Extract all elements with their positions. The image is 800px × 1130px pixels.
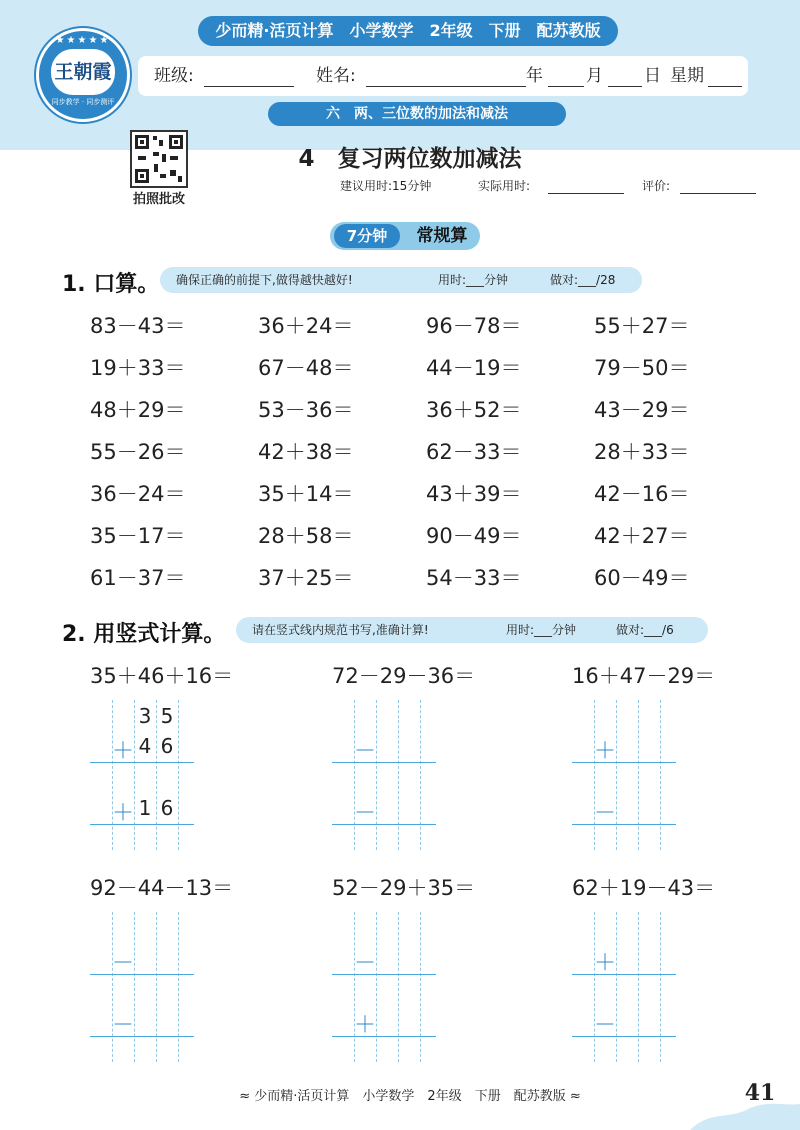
sum-line: [332, 974, 436, 975]
oral-problem[interactable]: 90－49＝: [426, 524, 522, 548]
operator-sign: ＋: [112, 801, 135, 826]
brand-logo: [36, 28, 130, 122]
operator-sign: －: [354, 951, 377, 976]
digit: 5: [160, 704, 174, 728]
operator-sign: ＋: [594, 739, 617, 764]
oral-problem[interactable]: 79－50＝: [594, 356, 690, 380]
column-guide: [616, 700, 617, 850]
actual-time-label: 实际用时:: [478, 179, 531, 193]
operator-sign: －: [354, 739, 377, 764]
q1-time[interactable]: 用时:___分钟: [438, 273, 509, 287]
sum-line: [90, 974, 194, 975]
oral-problem[interactable]: 55－26＝: [90, 440, 186, 464]
rating-label: 评价:: [642, 179, 671, 193]
column-guide: [178, 912, 179, 1062]
q2-time[interactable]: 用时:___分钟: [506, 623, 577, 637]
column-guide: [376, 912, 377, 1062]
year-field[interactable]: [478, 86, 522, 87]
oral-problem[interactable]: 44－19＝: [426, 356, 522, 380]
q2-correct[interactable]: 做对:___/6: [616, 623, 674, 637]
column-guide: [112, 912, 113, 1062]
oral-problem[interactable]: 61－37＝: [90, 566, 186, 590]
sum-line: [572, 1036, 676, 1037]
oral-problem[interactable]: 96－78＝: [426, 314, 522, 338]
sum-line: [572, 974, 676, 975]
digit: 1: [138, 796, 152, 820]
column-guide: [638, 912, 639, 1062]
column-guide: [376, 700, 377, 850]
operator-sign: －: [594, 801, 617, 826]
q1-correct[interactable]: 做对:___/28: [550, 273, 616, 287]
oral-problem[interactable]: 43＋39＝: [426, 482, 522, 506]
day-label: 日: [644, 66, 661, 86]
unit-banner: 六 两、三位数的加法和减法: [268, 102, 566, 126]
section-label: 常规算: [416, 226, 468, 246]
year-label: 年: [526, 66, 543, 86]
page-number: 41: [744, 1080, 776, 1106]
month-label: 月: [586, 66, 603, 86]
q2-note: [236, 617, 708, 643]
logo-subtext: 同步教学 · 同步测评: [51, 98, 115, 106]
column-guide: [594, 700, 595, 850]
class-label: 班级:: [154, 66, 194, 86]
student-info-box: [138, 56, 748, 96]
digit: 6: [160, 734, 174, 758]
weekday-label: 星期: [670, 66, 704, 86]
operator-sign: ＋: [594, 951, 617, 976]
vertical-problem-expression: 52－29＋35＝: [332, 876, 476, 900]
sum-line: [332, 1036, 436, 1037]
oral-problem[interactable]: 48＋29＝: [90, 398, 186, 422]
vertical-calc-frame[interactable]: [572, 912, 682, 1062]
column-guide: [178, 700, 179, 850]
digit: 4: [138, 734, 152, 758]
day-field[interactable]: [608, 86, 642, 87]
digit: 3: [138, 704, 152, 728]
q2-title: 2. 用竖式计算。: [62, 622, 226, 647]
vertical-calc-frame[interactable]: [90, 912, 200, 1062]
oral-problem[interactable]: 62－33＝: [426, 440, 522, 464]
q1-title: 1. 口算。: [62, 272, 160, 297]
operator-sign: －: [354, 801, 377, 826]
sum-line: [332, 762, 436, 763]
column-guide: [638, 700, 639, 850]
oral-problem[interactable]: 36＋24＝: [258, 314, 354, 338]
oral-problem[interactable]: 42－16＝: [594, 482, 690, 506]
series-banner: 少而精·活页计算 小学数学 2年级 下册 配苏教版: [198, 16, 618, 46]
oral-problem[interactable]: 42＋27＝: [594, 524, 690, 548]
oral-problem[interactable]: 35－17＝: [90, 524, 186, 548]
oral-problem[interactable]: 43－29＝: [594, 398, 690, 422]
column-guide: [420, 700, 421, 850]
operator-sign: ＋: [112, 739, 135, 764]
page-title: 4 复习两位数加减法: [298, 146, 522, 172]
oral-problem[interactable]: 55＋27＝: [594, 314, 690, 338]
section-badge: 7分钟: [334, 224, 400, 248]
column-guide: [616, 912, 617, 1062]
oral-problem[interactable]: 83－43＝: [90, 314, 186, 338]
sum-line: [90, 824, 194, 825]
vertical-calc-frame[interactable]: [90, 700, 200, 850]
actual-time-field[interactable]: [548, 193, 624, 194]
vertical-calc-frame[interactable]: [332, 700, 442, 850]
name-label: 姓名:: [316, 66, 356, 86]
rating-field[interactable]: [680, 193, 756, 194]
column-guide: [112, 700, 113, 850]
vertical-problem-expression: 62＋19－43＝: [572, 876, 716, 900]
column-guide: [660, 912, 661, 1062]
q1-note-text: 确保正确的前提下,做得越快越好!: [176, 273, 353, 287]
star-icon: ★★★★★: [55, 35, 111, 46]
column-guide: [420, 912, 421, 1062]
column-guide: [354, 912, 355, 1062]
sum-line: [332, 824, 436, 825]
q1-note: [160, 267, 642, 293]
vertical-problem-expression: 72－29－36＝: [332, 664, 476, 688]
vertical-calc-frame[interactable]: [332, 912, 442, 1062]
qr-label: 拍照批改: [132, 192, 185, 207]
vertical-problem-expression: 16＋47－29＝: [572, 664, 716, 688]
operator-sign: －: [112, 1013, 135, 1038]
oral-problem[interactable]: 36＋52＝: [426, 398, 522, 422]
q2-note-text: 请在竖式线内规范书写,准确计算!: [252, 623, 429, 637]
suggested-time: 建议用时:15分钟: [340, 179, 432, 193]
sum-line: [572, 762, 676, 763]
column-guide: [398, 700, 399, 850]
oral-problem[interactable]: 28＋58＝: [258, 524, 354, 548]
class-field[interactable]: [204, 86, 294, 87]
operator-sign: －: [112, 951, 135, 976]
sum-line: [90, 1036, 194, 1037]
month-field[interactable]: [548, 86, 584, 87]
vertical-problem-expression: 35＋46＋16＝: [90, 664, 234, 688]
vertical-problem-expression: 92－44－13＝: [90, 876, 234, 900]
oral-problem[interactable]: 36－24＝: [90, 482, 186, 506]
digit: 6: [160, 796, 174, 820]
column-guide: [134, 912, 135, 1062]
oral-problem[interactable]: 67－48＝: [258, 356, 354, 380]
oral-problem[interactable]: 28＋33＝: [594, 440, 690, 464]
operator-sign: ＋: [354, 1013, 377, 1038]
column-guide: [354, 700, 355, 850]
column-guide: [594, 912, 595, 1062]
weekday-field[interactable]: [708, 86, 742, 87]
oral-problem[interactable]: 37＋25＝: [258, 566, 354, 590]
footer-text: ≈ 少而精·活页计算 小学数学 2年级 下册 配苏教版 ≈: [239, 1089, 581, 1104]
oral-problem[interactable]: 53－36＝: [258, 398, 354, 422]
column-guide: [398, 912, 399, 1062]
logo-text: 王朝霞: [51, 49, 115, 95]
sum-line: [572, 824, 676, 825]
oral-problem[interactable]: 60－49＝: [594, 566, 690, 590]
column-guide: [156, 912, 157, 1062]
oral-problem[interactable]: 35＋14＝: [258, 482, 354, 506]
oral-problem[interactable]: 19＋33＝: [90, 356, 186, 380]
operator-sign: －: [594, 1013, 617, 1038]
vertical-calc-frame[interactable]: [572, 700, 682, 850]
column-guide: [660, 700, 661, 850]
qr-code-icon[interactable]: [130, 130, 188, 188]
oral-problem[interactable]: 42＋38＝: [258, 440, 354, 464]
oral-problem[interactable]: 54－33＝: [426, 566, 522, 590]
sum-line: [90, 762, 194, 763]
